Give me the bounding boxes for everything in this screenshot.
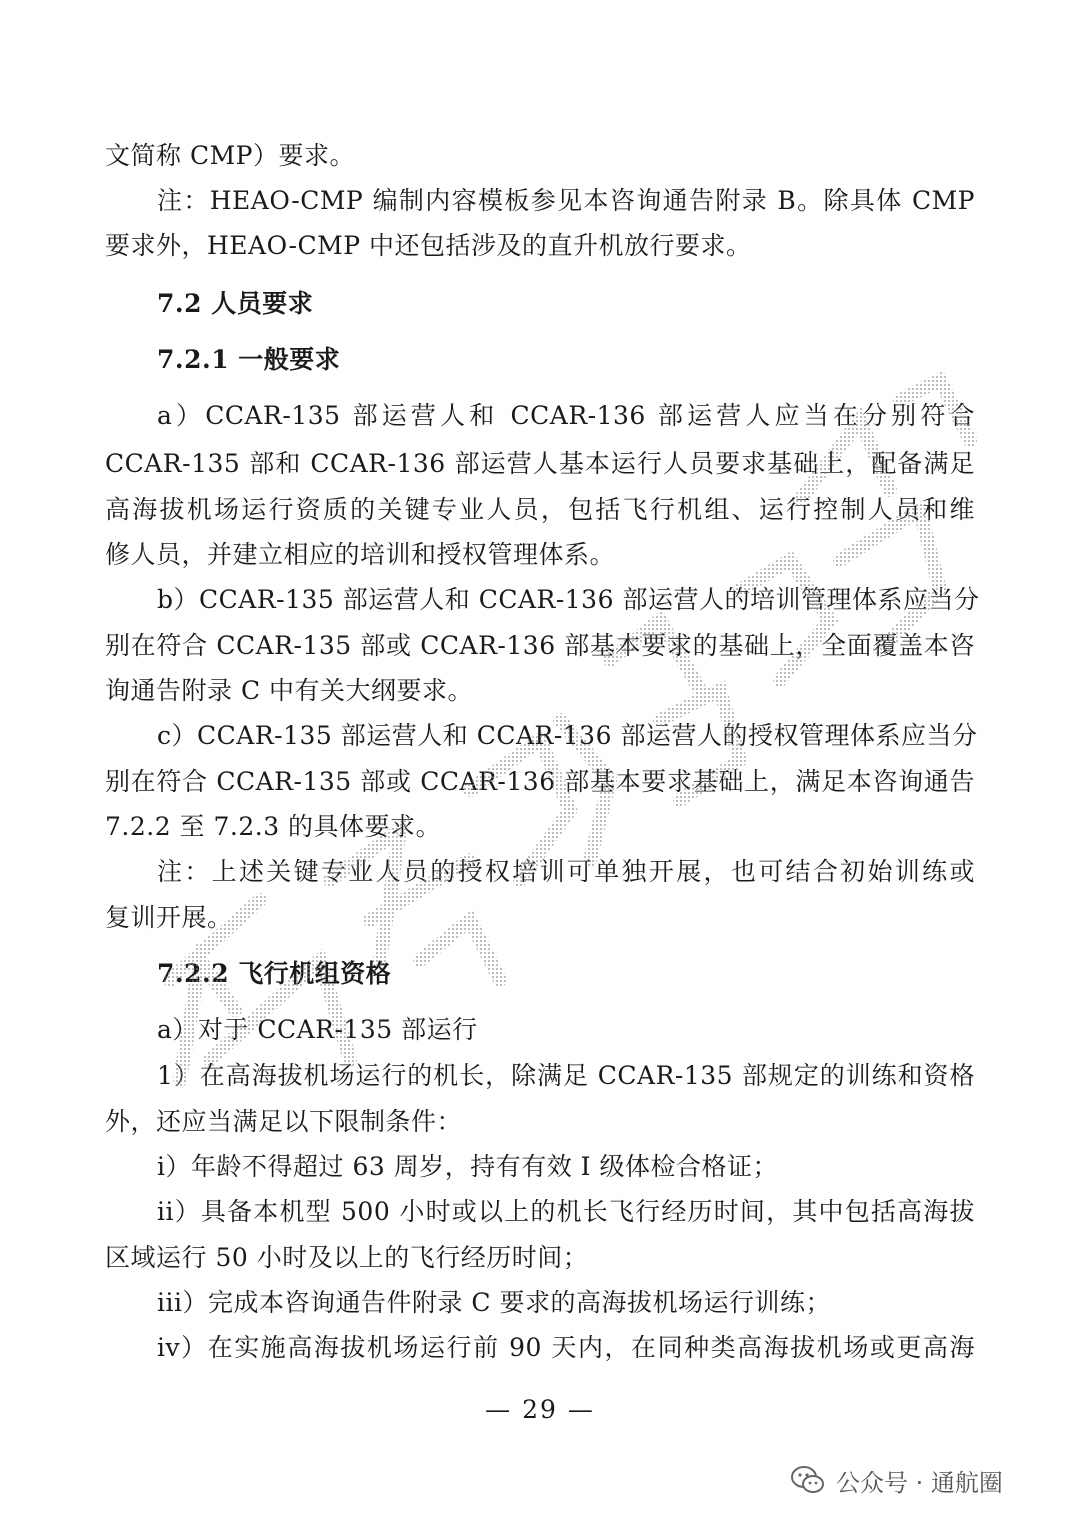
body-line: iii）完成本咨询通告件附录 C 要求的高海拔机场运行训练； bbox=[157, 1288, 832, 1317]
body-line: 7.2.2 至 7.2.3 的具体要求。 bbox=[105, 812, 442, 841]
body-line: 别在符合 CCAR-135 部或 CCAR-136 部基本要求的基础上，全面覆盖本咨 bbox=[105, 631, 975, 660]
body-line: 1）在高海拔机场运行的机长，除满足 CCAR-135 部规定的训练和资格 bbox=[157, 1061, 975, 1090]
body-line: CCAR-135 部和 CCAR-136 部运营人基本运行人员要求基础上，配备满足 bbox=[105, 449, 975, 478]
body-line: a）CCAR-135 部运营人和 CCAR-136 部运营人应当在分别符合 bbox=[157, 401, 975, 430]
body-line: b）CCAR-135 部运营人和 CCAR-136 部运营人的培训管理体系应当分 bbox=[157, 585, 980, 614]
body-line: 外，还应当满足以下限制条件： bbox=[105, 1107, 463, 1136]
body-line: 修人员，并建立相应的培训和授权管理体系。 bbox=[105, 540, 616, 569]
body-line: i）年龄不得超过 63 周岁，持有有效 I 级体检合格证； bbox=[157, 1152, 778, 1181]
wechat-footer bbox=[790, 1462, 1003, 1498]
note-line: 注：HEAO-CMP 编制内容模板参见本咨询通告附录 B。除具体 CMP bbox=[157, 186, 975, 215]
body-line: 高海拔机场运行资质的关键专业人员，包括飞行机组、运行控制人员和维 bbox=[105, 495, 975, 524]
body-line: iv）在实施高海拔机场运行前 90 天内，在同种类高海拔机场或更高海 bbox=[157, 1333, 975, 1362]
note-line: 复训开展。 bbox=[105, 903, 233, 932]
subsection-heading: 7.2.1 一般要求 bbox=[157, 345, 341, 374]
note-line: 注：上述关键专业人员的授权培训可单独开展，也可结合初始训练或 bbox=[157, 857, 975, 886]
body-line: 询通告附录 C 中有关大纲要求。 bbox=[105, 676, 474, 705]
section-heading: 7.2 人员要求 bbox=[157, 289, 314, 318]
body-line: ii）具备本机型 500 小时或以上的机长飞行经历时间，其中包括高海拔 bbox=[157, 1197, 975, 1226]
body-line: c）CCAR-135 部运营人和 CCAR-136 部运营人的授权管理体系应当分 bbox=[157, 721, 978, 750]
body-line: a）对于 CCAR-135 部运行 bbox=[157, 1015, 478, 1044]
footer-label: 公众号 · 通航圈 bbox=[836, 1468, 1003, 1497]
subsection-heading: 7.2.2 飞行机组资格 bbox=[157, 959, 392, 988]
body-line: 文简称 CMP）要求。 bbox=[105, 141, 355, 170]
body-line: 区域运行 50 小时及以上的飞行经历时间； bbox=[105, 1243, 589, 1272]
page-number: — 29 — bbox=[485, 1395, 595, 1424]
note-line: 要求外，HEAO-CMP 中还包括涉及的直升机放行要求。 bbox=[105, 231, 752, 260]
body-line: 别在符合 CCAR-135 部或 CCAR-136 部基本要求基础上，满足本咨询通告 bbox=[105, 767, 975, 796]
wechat-icon bbox=[790, 1464, 826, 1496]
